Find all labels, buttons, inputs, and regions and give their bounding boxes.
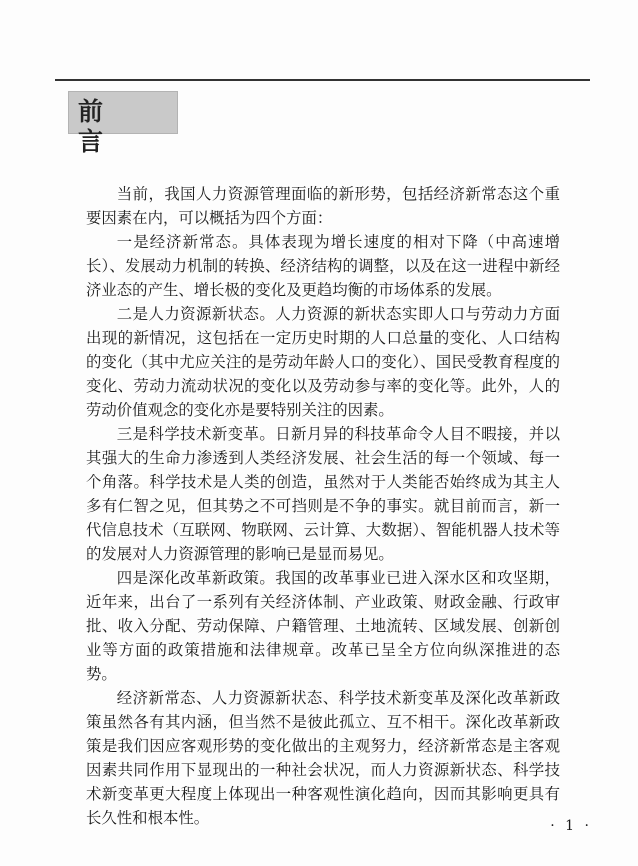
paragraph: 经济新常态、人力资源新状态、科学技术新变革及深化改革新政策虽然各有其内涵，但当然不是彼此孤立、互不相干。深化改革新政策是我们因应客观形势的变化做出的主观努力，经济新常态是主客观因素共同作用下显现出的一种社会状况，而人力资源新状态、科学技术新变革更大程度上体现出一种客观性演化趋向，因而其影响更具有长久性和根本性。 bbox=[86, 689, 560, 827]
page-number: · 1 · bbox=[550, 818, 592, 834]
body-text bbox=[86, 182, 560, 830]
paragraph: 当前，我国人力资源管理面临的新形势，包括经济新常态这个重要因素在内，可以概括为四个方面： bbox=[86, 185, 560, 227]
heading-box bbox=[68, 91, 178, 156]
paragraph: 四是深化改革新政策。我国的改革事业已进入深水区和攻坚期，近年来，出台了一系列有关经济体制、产业政策、财政金融、行政审批、收入分配、劳动保障、户籍管理、土地流转、区域发展、创新创业等方面的政策措施和法律规章。改革已呈全方位向纵深推进的态势。 bbox=[86, 569, 560, 683]
paragraph: 三是科学技术新变革。日新月异的科技革命令人目不暇接，并以其强大的生命力渗透到人类经济发展、社会生活的每一个领域、每一个角落。科学技术是人类的创造，虽然对于人类能否始终成为其主人多有仁智之见，但其势之不可挡则是不争的事实。就目前而言，新一代信息技术（互联网、物联网、云计算、大数据）、智能机器人技术等的发展对人力资源管理的影响已是显而易见。 bbox=[86, 425, 560, 563]
paragraph: 二是人力资源新状态。人力资源的新状态实即人口与劳动力方面出现的新情况，这包括在一定历史时期的人口总量的变化、人口结构的变化（其中尤应关注的是劳动年龄人口的变化）、国民受教育程度的变化、劳动力流动状况的变化以及劳动参与率的变化等。此外，人的劳动价值观念的变化亦是要特别关注的因素。 bbox=[86, 305, 560, 419]
paragraph: 一是经济新常态。具体表现为增长速度的相对下降（中高速增长）、发展动力机制的转换、经济结构的调整，以及在这一进程中新经济业态的产生、增长极的变化及更趋均衡的市场体系的发展。 bbox=[86, 233, 560, 299]
page-title: 前言 bbox=[78, 97, 130, 156]
top-rule bbox=[55, 79, 590, 81]
